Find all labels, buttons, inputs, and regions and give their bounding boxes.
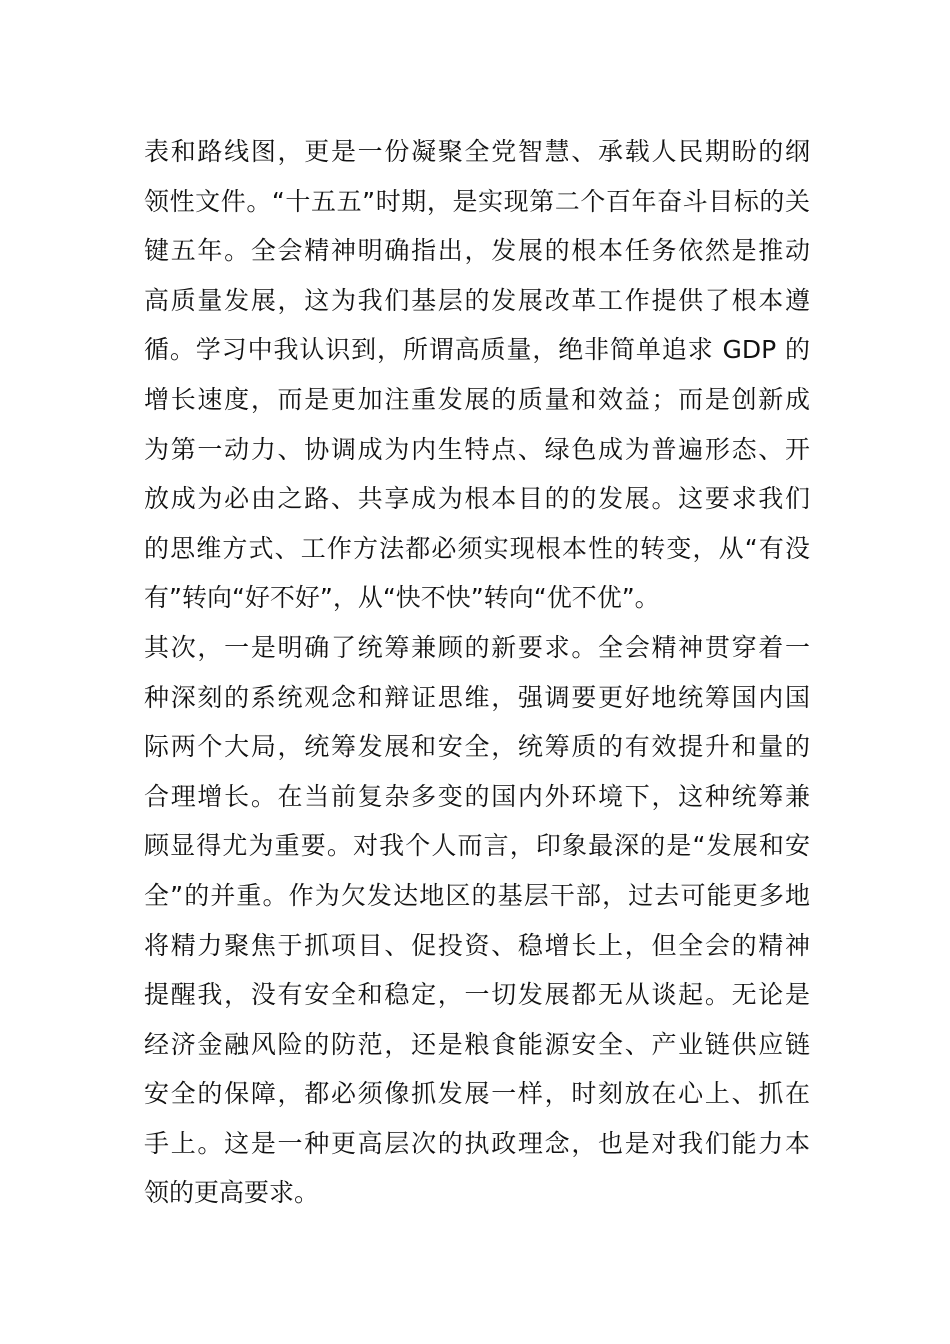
- text-line: 放成为必由之路、共享成为根本目的的发展。这要求我们: [144, 484, 810, 514]
- text-line: 增长速度，而是更加注重发展的质量和效益；而是创新成: [144, 384, 810, 414]
- text-line: 提醒我，没有安全和稳定，一切发展都无从谈起。无论是: [144, 980, 810, 1010]
- text-line: 的思维方式、工作方法都必须实现根本性的转变，从“有没: [144, 533, 810, 563]
- text-line: 其次，一是明确了统筹兼顾的新要求。全会精神贯穿着一: [144, 632, 810, 662]
- text-line: 种深刻的系统观念和辩证思维，强调要更好地统筹国内国: [144, 682, 810, 712]
- text-line: 合理增长。在当前复杂多变的国内外环境下，这种统筹兼: [144, 781, 810, 811]
- text-line: 表和路线图，更是一份凝聚全党智慧、承载人民期盼的纲: [144, 137, 810, 166]
- text-line: 为第一动力、协调成为内生特点、绿色成为普遍形态、开: [144, 434, 810, 464]
- text-line: 有”转向“好不好”，从“快不快”转向“优不优”。: [144, 583, 660, 613]
- text-line: 高质量发展，这为我们基层的发展改革工作提供了根本遵: [144, 285, 810, 315]
- text-line: 全”的并重。作为欠发达地区的基层干部，过去可能更多地: [144, 880, 810, 910]
- text-line: 安全的保障，都必须像抓发展一样，时刻放在心上、抓在: [144, 1079, 810, 1109]
- text-line: 领的更高要求。: [144, 1178, 320, 1208]
- text-line: 顾显得尤为重要。对我个人而言，印象最深的是“发展和安: [144, 831, 810, 861]
- body-text: [144, 127, 810, 1218]
- text-line: 循。学习中我认识到，所谓高质量，绝非简单追求 GDP 的: [144, 335, 810, 365]
- text-line: 领性文件。“十五五”时期，是实现第二个百年奋斗目标的关: [144, 186, 810, 216]
- text-line: 际两个大局，统筹发展和安全，统筹质的有效提升和量的: [144, 732, 810, 762]
- text-line: 经济金融风险的防范，还是粮食能源安全、产业链供应链: [144, 1029, 810, 1059]
- text-line: 键五年。全会精神明确指出，发展的根本任务依然是推动: [144, 236, 810, 266]
- text-line: 将精力聚焦于抓项目、促投资、稳增长上，但全会的精神: [144, 930, 810, 960]
- text-line: 手上。这是一种更高层次的执政理念，也是对我们能力本: [144, 1128, 810, 1158]
